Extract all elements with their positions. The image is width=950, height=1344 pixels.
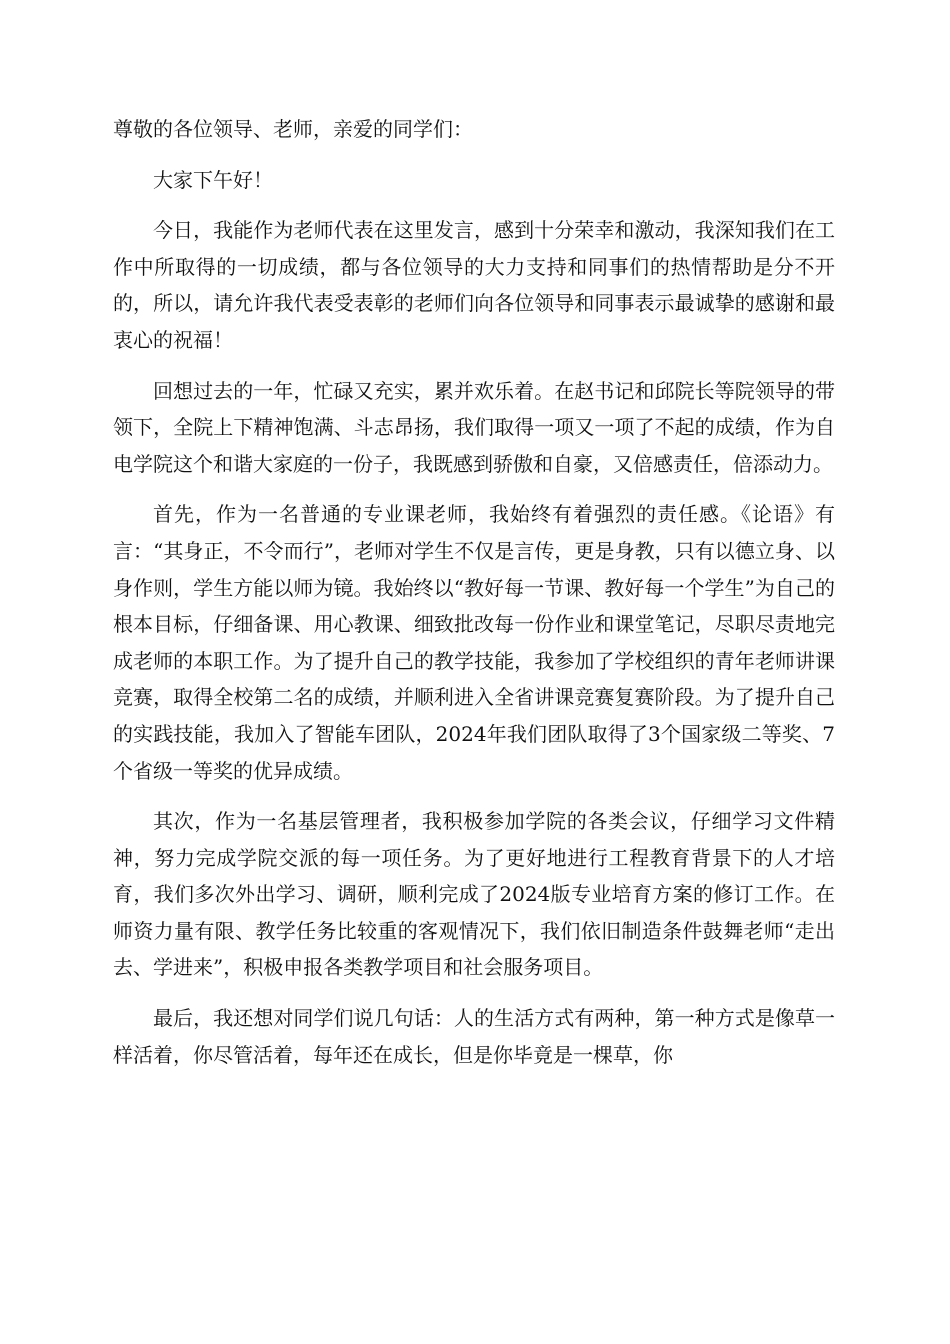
paragraph-teaching: 首先，作为一名普通的专业课老师，我始终有着强烈的责任感。《论语》有言：“其身正，不令而行”，老师对学生不仅是言传，更是身教，只有以德立身、以身作则，学生方能以师为镜。我始终以“教好每一节课、教好每一个学生”为自己的根本目标，仔细备课、用心教课、细致批改每一份作业和课堂笔记，尽职尽责地完成老师的本职工作。为了提升自己的教学技能，我参加了学校组织的青年老师讲课竞赛，取得全校第二名的成绩，并顺利进入全省讲课竞赛复赛阶段。为了提升自己的实践技能，我加入了智能车团队，2024年我们团队取得了3个国家级二等奖、7个省级一等奖的优异成绩。 <box>113 502 835 783</box>
paragraph-gratitude: 今日，我能作为老师代表在这里发言，感到十分荣幸和激动，我深知我们在工作中所取得的一切成绩，都与各位领导的大力支持和同事们的热情帮助是分不开的，所以，请允许我代表受表彰的老师们向各位领导和同事表示最诚挚的感谢和最衷心的祝福！ <box>113 218 835 352</box>
greeting: 大家下午好！ <box>153 167 273 192</box>
paragraph-review: 回想过去的一年，忙碌又充实，累并欢乐着。在赵书记和邱院长等院领导的带领下，全院上下精神饱满、斗志昂扬，我们取得一项又一项了不起的成绩，作为自电学院这个和谐大家庭的一份子，我既感到骄傲和自豪，又倍感责任，倍添动力。 <box>113 378 835 476</box>
paragraph-management: 其次，作为一名基层管理者，我积极参加学院的各类会议，仔细学习文件精神，努力完成学院交派的每一项任务。为了更好地进行工程教育背景下的人才培育，我们多次外出学习、调研，顺利完成了2024版专业培育方案的修订工作。在师资力量有限、教学任务比较重的客观情况下，我们依旧制造条件鼓舞老师“走出去、学进来”，积极申报各类教学项目和社会服务项目。 <box>113 809 835 980</box>
paragraph-students: 最后，我还想对同学们说几句话：人的生活方式有两种，第一种方式是像草一样活着，你尽管活着，每年还在成长，但是你毕竟是一棵草，你 <box>113 1006 835 1067</box>
salutation: 尊敬的各位领导、老师，亲爱的同学们： <box>113 117 473 141</box>
document-body <box>113 111 835 1087</box>
